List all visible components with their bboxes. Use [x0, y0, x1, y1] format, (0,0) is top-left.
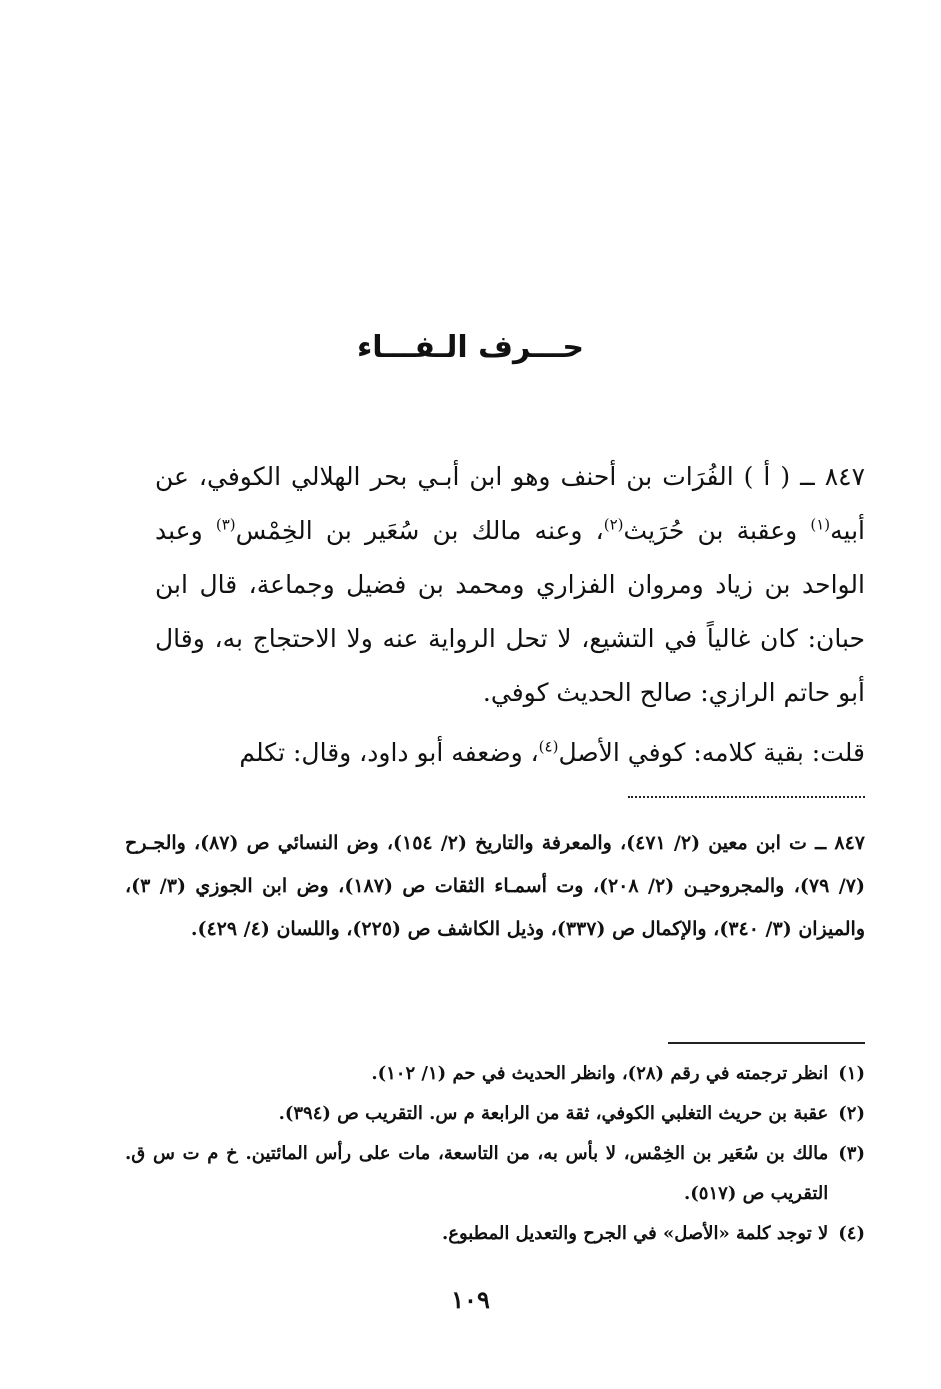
footnote-item — [125, 1134, 865, 1214]
entry-dash: ــ — [800, 462, 815, 491]
entry-text-2: وعقبة بن حُرَيث — [623, 516, 811, 545]
footnote-ref-3[interactable]: (٣) — [215, 515, 236, 534]
footnote-number: (١) — [838, 1063, 865, 1084]
footnote-item — [125, 1054, 865, 1094]
entry-text-1: ( أ ) الفُرَات بن أحنف وهو ابن أبـي بحر الهلالي الكوفي، عن أبيه — [155, 462, 866, 545]
footnotes-list — [125, 1054, 865, 1254]
footnote-number: (٢) — [838, 1103, 865, 1124]
entry-body — [155, 450, 865, 780]
footnote-number: (٣) — [838, 1143, 865, 1164]
footnote-ref-4[interactable]: (٤) — [538, 737, 559, 756]
chapter-heading: حـــرف الـفـــاء — [356, 330, 585, 365]
footnote-text: انظر ترجمته في رقم (٢٨)، وانظر الحديث في حم (١/ ١٠٢). — [371, 1063, 829, 1084]
footnote-text: لا توجد كلمة «الأصل» في الجرح والتعديل المطبوع. — [441, 1223, 829, 1244]
footnote-item — [125, 1214, 865, 1254]
footnote-item — [125, 1094, 865, 1134]
entry-number: ٨٤٧ — [824, 462, 866, 491]
footnote-rule — [668, 1042, 865, 1044]
author-note-2: ، وضعفه أبو داود، وقال: تكلم — [239, 738, 539, 767]
footnote-ref-2[interactable]: (٢) — [603, 515, 624, 534]
footnote-text: مالك بن سُعَير بن الخِمْس، لا بأس به، من التاسعة، مات على رأس المائتين. خ م ت س ق. التقريب ص (٥١٧). — [125, 1143, 829, 1204]
author-note-paragraph — [155, 726, 865, 780]
author-note-1: قلت: بقية كلامه: كوفي الأصل — [558, 738, 865, 767]
footnote-number: (٤) — [838, 1223, 865, 1244]
entry-paragraph — [155, 450, 865, 720]
dotted-separator — [628, 796, 865, 798]
footnote-ref-1[interactable]: (١) — [810, 515, 831, 534]
sources-text: ٨٤٧ ــ ت ابن معين (٢/ ٤٧١)، والمعرفة والتاريخ (٢/ ١٥٤)، وض النسائي ص (٨٧)، والجـرح (٧/ ٧٩)، والمجروحيـن (٢/ ٢٠٨)، وت أسمـاء الثقات ص (١٨٧)، وض ابن الجوزي (٣/ ٣)، والميزان (٣/ ٣٤٠)، والإكمال ص (٣٣٧)، وذيل الكاشف ص (٢٢٥)، واللسان (٤/ ٤٢٩). — [125, 832, 865, 940]
entry-text-4: وعبد الواحد بن زياد ومروان الفزاري ومحمد بن فضيل وجماعة، قال ابن حبان: كان غالياً في التشيع، لا تحل الرواية عنه ولا الاحتجاج به، وقال أبو حاتم الرازي: صالح الحديث كوفي. — [155, 516, 865, 707]
sources-block — [125, 822, 865, 951]
page-number: ١٠٩ — [451, 1285, 490, 1314]
entry-text-3: ، وعنه مالك بن سُعَير بن الخِمْس — [235, 516, 604, 545]
footnote-text: عقبة بن حريث التغلبي الكوفي، ثقة من الرابعة م س. التقريب ص (٣٩٤). — [278, 1103, 829, 1124]
